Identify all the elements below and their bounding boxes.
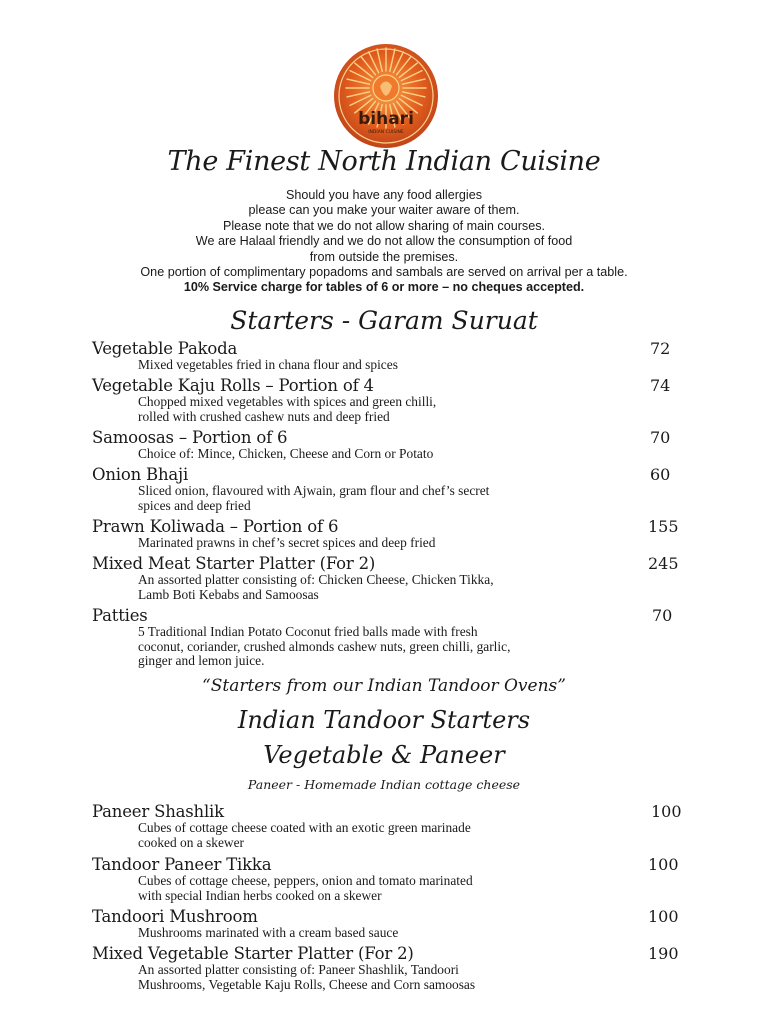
tandoor-section-subtitle: Vegetable & Paneer [263, 741, 505, 769]
menu-item-price: 245 [648, 554, 679, 573]
menu-item-name: Paneer Shashlik [92, 802, 224, 821]
notice-line: Please note that we do not allow sharing of main courses. [222, 218, 546, 233]
menu-item [92, 428, 692, 462]
menu-item-description: coconut, coriander, crushed almonds cashew nuts, green chilli, garlic, [138, 638, 511, 654]
menu-item-price: 60 [650, 465, 671, 484]
menu-item-description: Sliced onion, flavoured with Ajwain, gram flour and chef’s secret [138, 483, 490, 498]
menu-item [92, 855, 692, 903]
notice-line: One portion of complimentary popadoms and sambals are served on arrival per a table. [140, 265, 628, 280]
menu-item-price: 72 [650, 339, 671, 358]
menu-item-name: Vegetable Kaju Rolls – Portion of 4 [92, 376, 374, 395]
menu-item [92, 606, 692, 669]
sun-emblem-icon [332, 42, 440, 150]
tandoor-section-title: Indian Tandoor Starters [237, 706, 531, 734]
menu-item-description: Mixed vegetables fried in chana flour and spices [138, 357, 398, 372]
menu-item [92, 376, 692, 424]
menu-item-description: An assorted platter consisting of: Chicken Cheese, Chicken Tikka, [138, 572, 494, 587]
menu-item [92, 802, 692, 850]
menu-item-description: Mushrooms, Vegetable Kaju Rolls, Cheese and Corn samoosas [138, 976, 476, 992]
notice-block [0, 188, 768, 296]
paneer-note: Paneer - Homemade Indian cottage cheese [247, 777, 521, 792]
logo-tagline: INDIAN CUISINE [368, 130, 404, 135]
menu-item-price: 100 [648, 907, 679, 926]
menu-item-description: with special Indian herbs cooked on a skewer [138, 887, 382, 903]
menu-item-name: Vegetable Pakoda [92, 339, 238, 358]
menu-item-description: Marinated prawns in chef’s secret spices and deep fried [138, 535, 436, 550]
menu-item [92, 517, 692, 551]
notice-line: from outside the premises. [309, 249, 459, 264]
menu-item-price: 100 [651, 802, 682, 821]
menu-item-price: 155 [648, 517, 679, 536]
tandoor-quote: “Starters from our Indian Tandoor Ovens” [202, 676, 566, 696]
menu-item-description: rolled with crushed cashew nuts and deep fried [138, 408, 390, 424]
menu-item-description: Lamb Boti Kebabs and Samoosas [138, 586, 319, 602]
menu-item-description: Chopped mixed vegetables with spices and green chilli, [138, 394, 437, 409]
menu-item-name: Patties [92, 606, 148, 625]
menu-item-price: 100 [648, 855, 679, 874]
menu-item-name: Mixed Vegetable Starter Platter (For 2) [92, 944, 414, 963]
notice-line: Should you have any food allergies [285, 188, 483, 202]
menu-item-description: Cubes of cottage cheese coated with an exotic green marinade [138, 820, 471, 835]
page-title: The Finest North Indian Cuisine [167, 146, 601, 177]
menu-item-name: Onion Bhaji [92, 465, 189, 484]
restaurant-logo [332, 42, 440, 150]
menu-item-price: 190 [648, 944, 679, 963]
menu-item-description: spices and deep fried [138, 497, 251, 513]
menu-item-description: An assorted platter consisting of: Paneer Shashlik, Tandoori [138, 962, 459, 977]
menu-item-name: Tandoor Paneer Tikka [92, 855, 272, 874]
menu-item-description: cooked on a skewer [138, 834, 244, 850]
menu-item-price: 74 [650, 376, 671, 395]
menu-item [92, 907, 692, 941]
notice-line: We are Halaal friendly and we do not allow the consumption of food [195, 234, 573, 249]
menu-item-name: Prawn Koliwada – Portion of 6 [92, 517, 339, 536]
menu-item [92, 944, 692, 992]
menu-item [92, 554, 692, 602]
starters-section-title: Starters - Garam Suruat [230, 306, 538, 335]
menu-item-price: 70 [650, 428, 671, 447]
menu-item-name: Tandoori Mushroom [92, 907, 258, 926]
menu-item-description: Cubes of cottage cheese, peppers, onion and tomato marinated [138, 873, 473, 888]
menu-item-description: ginger and lemon juice. [138, 653, 265, 668]
logo-text: bihari [358, 109, 414, 129]
notice-line: 10% Service charge for tables of 6 or more – no cheques accepted. [183, 280, 585, 295]
menu-item-price: 70 [652, 606, 673, 625]
menu-item [92, 465, 692, 513]
menu-item-description: Choice of: Mince, Chicken, Cheese and Corn or Potato [138, 446, 434, 461]
notice-line: please can you make your waiter aware of them. [248, 203, 520, 218]
menu-item-description: 5 Traditional Indian Potato Coconut fried balls made with fresh [138, 624, 478, 639]
menu-item [92, 339, 692, 373]
menu-item-name: Mixed Meat Starter Platter (For 2) [92, 554, 376, 573]
menu-item-description: Mushrooms marinated with a cream based sauce [138, 925, 399, 940]
menu-item-name: Samoosas – Portion of 6 [92, 428, 288, 447]
